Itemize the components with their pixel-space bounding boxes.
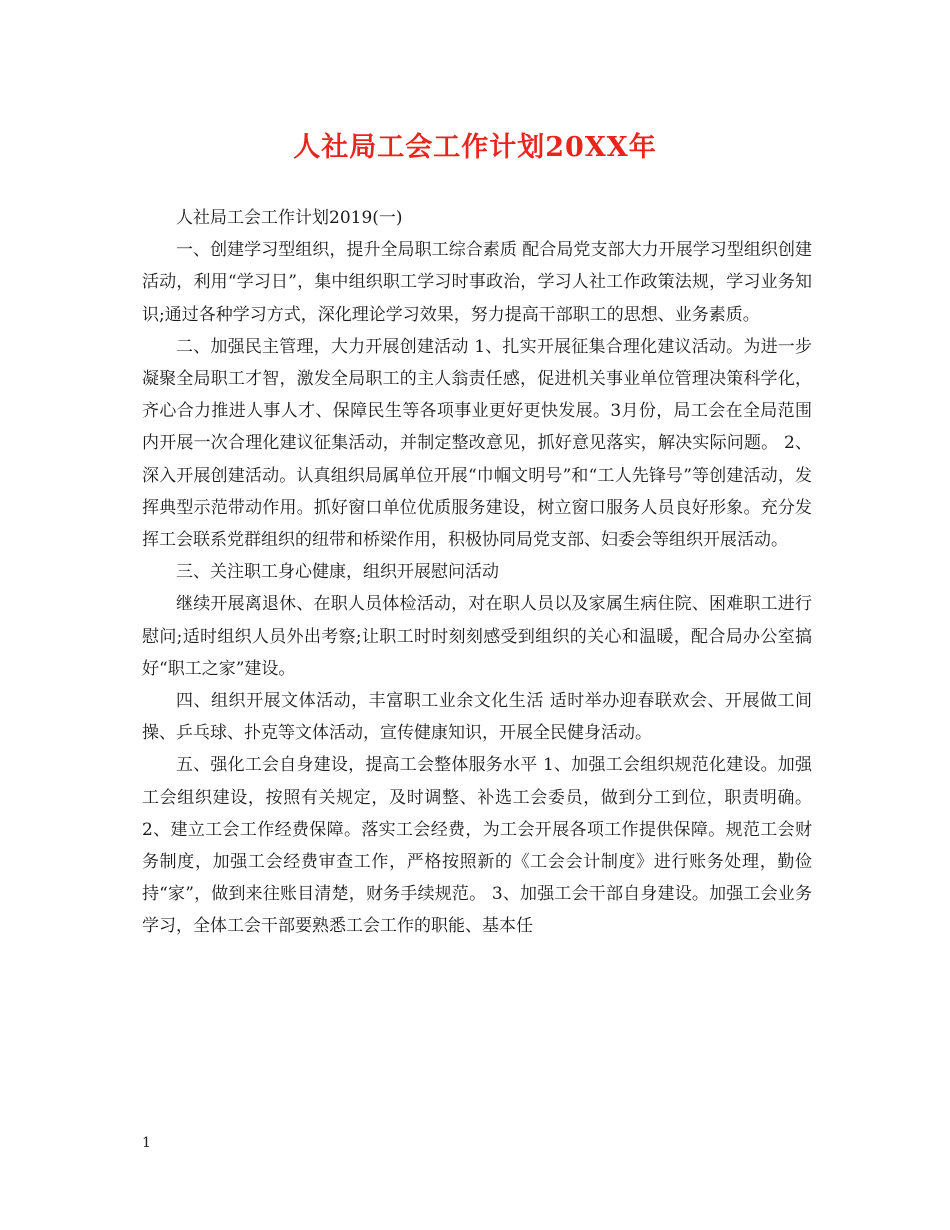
paragraph-section-2: 二、加强民主管理，大力开展创建活动 1、扎实开展征集合理化建议活动。为进一步凝聚全局职工才智，激发全局职工的主人翁责任感，促进机关事业单位管理决策科学化，齐心合力推进人事人才、保障民生等各项事业更好更快发展。3月份，局工会在全局范围内开展一次合理化建议征集活动，并制定整改意见，抓好意见落实，解决实际问题。 2、深入开展创建活动。认真组织局属单位开展“巾帼文明号”和“工人先锋号”等创建活动，发挥典型示范带动作用。抓好窗口单位优质服务建设，树立窗口服务人员良好形象。充分发挥工会联系党群组织的纽带和桥梁作用，积极协同局党支部、妇委会等组织开展活动。 [142, 336, 812, 551]
paragraph-section-3-heading: 三、关注职工身心健康，组织开展慰问活动 [176, 562, 499, 583]
document-title: 人社局工会工作计划20XX年 [293, 132, 657, 163]
paragraph-section-3-body: 继续开展离退休、在职人员体检活动，对在职人员以及家属生病住院、困难职工进行慰问;适时组织人员外出考察;让职工时时刻刻感受到组织的关心和温暖，配合局办公室搞好“职工之家”建设。 [142, 594, 812, 679]
page-number: 1 [142, 1135, 151, 1151]
paragraph-section-4: 四、组织开展文体活动，丰富职工业余文化生活 适时举办迎春联欢会、开展做工间操、乒乓球、扑克等文体活动，宣传健康知识，开展全民健身活动。 [142, 691, 812, 744]
paragraph-subtitle: 人社局工会工作计划2019(一) [176, 208, 403, 228]
paragraph-section-1: 一、创建学习型组织，提升全局职工综合素质 配合局党支部大力开展学习型组织创建活动，利用“学习日”，集中组织职工学习时事政治，学习人社工作政策法规，学习业务知识;通过各种学习方式，深化理论学习效果，努力提高干部职工的思想、业务素质。 [142, 240, 812, 325]
paragraph-section-5: 五、强化工会自身建设，提高工会整体服务水平 1、加强工会组织规范化建设。加强工会组织建设，按照有关规定，及时调整、补选工会委员，做到分工到位，职责明确。 2、建立工会工作经费保障。落实工会经费，为工会开展各项工作提供保障。规范工会财务制度，加强工会经费审查工作，严格按照新的《工会会计制度》进行账务处理，勤俭持“家”，做到来往账目清楚，财务手续规范。 3、加强工会干部自身建设。加强工会业务学习，全体工会干部要熟悉工会工作的职能、基本任 [142, 755, 812, 937]
document-body [142, 202, 812, 943]
